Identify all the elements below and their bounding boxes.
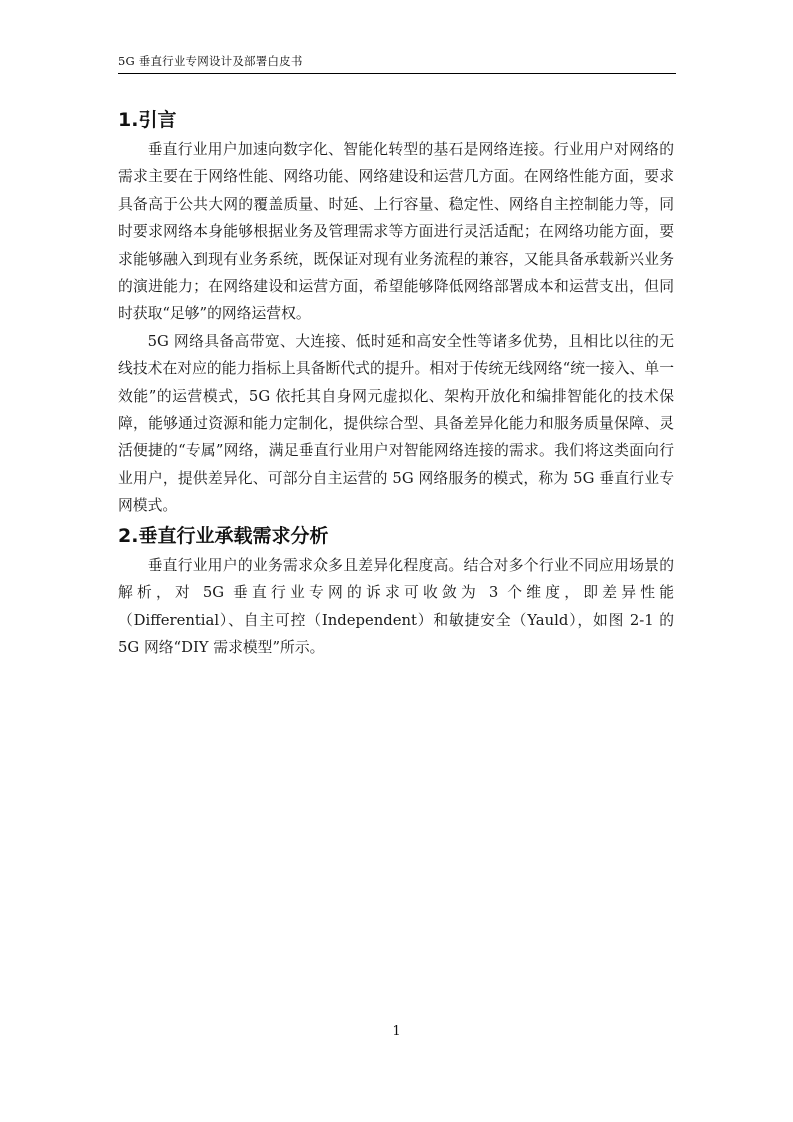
paragraph-introduction-2: 5G 网络具备高带宽、大连接、低时延和高安全性等诸多优势，且相比以往的无线技术在对应的能力指标上具备断代式的提升。相对于传统无线网络“统一接入、单一效能”的运营模式，5G 依托其自身网元虚拟化、架构开放化和编排智能化的技术保障，能够通过资源和能力定制化，提供综合型、具备差异化能力和服务质量保障、灵活便捷的“专属”网络，满足垂直行业用户对智能网络连接的需求。我们将这类面向行业用户，提供差异化、可部分自主运营的 5G 网络服务的模式，称为 5G 垂直行业专网模式。 — [118, 332, 674, 515]
paragraph-requirements-1: 垂直行业用户的业务需求众多且差异化程度高。结合对多个行业不同应用场景的解析，对 5G 垂直行业专网的诉求可收敛为 3 个维度，即差异性能（Differential）、自主可控（Independent）和敏捷安全（Yauld），如图 2-1 的 5G 网络“DIY 需求模型”所示。 — [118, 556, 674, 656]
section-heading-introduction: 1.引言 — [118, 109, 177, 131]
page-number: 1 — [392, 1024, 401, 1039]
document-title: 5G 垂直行业专网设计及部署白皮书 — [118, 54, 303, 68]
running-header — [118, 53, 676, 74]
paragraph-introduction-1: 垂直行业用户加速向数字化、智能化转型的基石是网络连接。行业用户对网络的需求主要在于网络性能、网络功能、网络建设和运营几方面。在网络性能方面，要求具备高于公共大网的覆盖质量、时延、上行容量、稳定性、网络自主控制能力等，同时要求网络本身能够根据业务及管理需求等方面进行灵活适配；在网络功能方面，要求能够融入到现有业务系统，既保证对现有业务流程的兼容，又能具备承载新兴业务的演进能力；在网络建设和运营方面，希望能够降低网络部署成本和运营支出，但同时获取“足够”的网络运营权。 — [118, 141, 674, 323]
section-heading-requirements-analysis: 2.垂直行业承载需求分析 — [118, 524, 329, 547]
document-body — [118, 104, 674, 661]
